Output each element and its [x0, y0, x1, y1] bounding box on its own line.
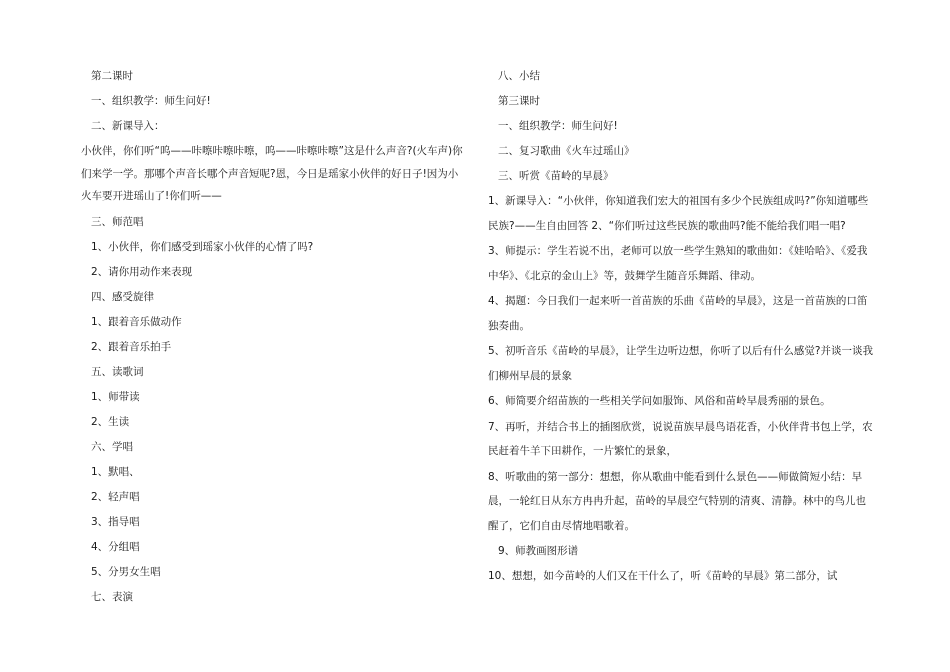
paragraph: 小伙伴，你们听“呜——咔嚓咔嚓咔嚓，呜——咔嚓咔嚓”这是什么声音?(火车声)你们来学一学。那哪个声音长哪个声音短呢?恩，今日是瑶家小伙伴的好日子!因为小火车要开进瑶山了!你们听—— — [81, 145, 463, 202]
paragraph: 6、师简要介绍苗族的一些相关学问如服饰、风俗和苗岭早晨秀丽的景色。 — [488, 395, 831, 407]
text-line: 1、师带读 — [91, 390, 140, 403]
text-line: 1、跟着音乐做动作 — [91, 315, 182, 328]
text-line: 9、师教画图形谱 — [498, 545, 579, 557]
text-line: 四、感受旋律 — [91, 290, 154, 303]
text-line: 第三课时 — [498, 95, 540, 107]
text-line: 2、跟着音乐拍手 — [91, 340, 172, 353]
text-line: 二、复习歌曲《火车过瑶山》 — [498, 145, 635, 157]
text-line: 八、小结 — [498, 70, 540, 82]
text-line: 2、生读 — [91, 415, 130, 428]
paragraph: 7、再听，并结合书上的插图欣赏，说说苗族早晨鸟语花香，小伙伴背书包上学，农民赶着牛羊下田耕作，一片繁忙的景象， — [488, 420, 873, 457]
text-line: 五、读歌词 — [91, 365, 144, 378]
text-line: 5、分男女生唱 — [91, 565, 161, 578]
left-column — [81, 64, 466, 610]
text-line: 二、新课导入： — [91, 120, 165, 132]
paragraph: 5、初听音乐《苗岭的早晨》，让学生边听边想，你听了以后有什么感觉?并谈一谈我们柳州早晨的景象 — [488, 345, 874, 382]
text-line: 1、默唱、 — [91, 465, 140, 478]
text-line: 三、师范唱 — [91, 215, 144, 228]
text-line: 三、听赏《苗岭的早晨》 — [498, 170, 614, 182]
paragraph: 3、师提示：学生若说不出，老师可以放一些学生熟知的歌曲如：《娃哈哈》、《爱我中华》、《北京的金山上》等，鼓舞学生随音乐舞蹈、律动。 — [488, 245, 868, 282]
text-line: 3、指导唱 — [91, 515, 140, 528]
paragraph: 1、新课导入：“小伙伴，你知道我们宏大的祖国有多少个民族组成吗?”你知道哪些民族?——生自由回答 2、“你们听过这些民族的歌曲吗?能不能给我们唱一唱? — [488, 195, 869, 232]
text-line: 1、小伙伴，你们感受到瑶家小伙伴的心情了吗? — [91, 240, 314, 253]
text-line: 一、组织教学：师生问好! — [91, 95, 211, 107]
paragraph: 4、揭题：今日我们一起来听一首苗族的乐曲《苗岭的早晨》，这是一首苗族的口笛独奏曲。 — [488, 295, 868, 332]
paragraph: 8、听歌曲的第一部分：想想，你从歌曲中能看到什么景色——师做简短小结：早晨，一轮红日从东方冉冉升起，苗岭的早晨空气特别的清爽、清静。林中的鸟儿也醒了，它们自由尽情地唱歌着。 — [488, 470, 866, 532]
text-line: 2、轻声唱 — [91, 490, 140, 503]
paragraph: 10、想想，如今苗岭的人们又在干什么了，听《苗岭的早晨》第二部分，试 — [488, 570, 838, 582]
right-column — [488, 64, 876, 590]
text-line: 2、请你用动作来表现 — [91, 265, 193, 278]
text-line: 第二课时 — [91, 70, 133, 82]
text-line: 一、组织教学：师生问好! — [498, 120, 618, 132]
text-line: 六、学唱 — [91, 440, 133, 453]
text-line: 4、分组唱 — [91, 540, 140, 553]
text-line: 七、表演 — [91, 590, 133, 603]
